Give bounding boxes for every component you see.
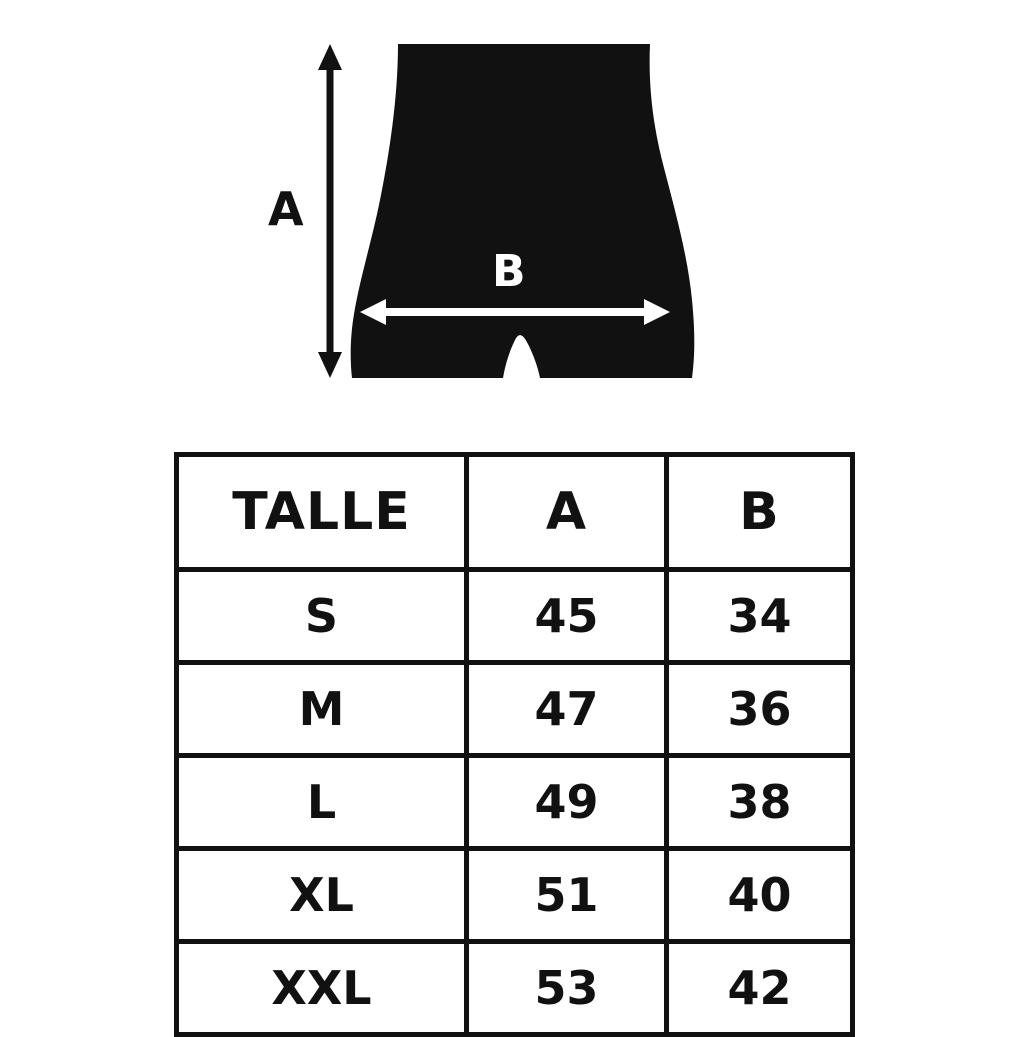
table-row bbox=[177, 663, 853, 756]
dimension-label-b: B bbox=[492, 246, 526, 297]
table-row bbox=[177, 570, 853, 663]
table-row bbox=[177, 756, 853, 849]
dimension-label-a: A bbox=[268, 182, 304, 236]
cell-a: 45 bbox=[467, 570, 667, 663]
measurement-diagram bbox=[0, 0, 1024, 430]
table-row bbox=[177, 849, 853, 942]
cell-b: 36 bbox=[667, 663, 853, 756]
table-header-row bbox=[177, 455, 853, 570]
cell-a: 47 bbox=[467, 663, 667, 756]
cell-b: 42 bbox=[667, 942, 853, 1035]
size-chart bbox=[174, 452, 850, 1037]
cell-size: L bbox=[177, 756, 467, 849]
cell-size: XXL bbox=[177, 942, 467, 1035]
column-header-a: A bbox=[467, 455, 667, 570]
cell-a: 53 bbox=[467, 942, 667, 1035]
cell-size: XL bbox=[177, 849, 467, 942]
cell-b: 40 bbox=[667, 849, 853, 942]
cell-size: S bbox=[177, 570, 467, 663]
cell-a: 49 bbox=[467, 756, 667, 849]
cell-size: M bbox=[177, 663, 467, 756]
shorts-shape bbox=[351, 44, 695, 378]
garment-illustration bbox=[0, 0, 1024, 430]
column-header-b: B bbox=[667, 455, 853, 570]
column-header-talle: TALLE bbox=[177, 455, 467, 570]
cell-a: 51 bbox=[467, 849, 667, 942]
table-row bbox=[177, 942, 853, 1035]
cell-b: 38 bbox=[667, 756, 853, 849]
arrow-vertical-a bbox=[318, 44, 342, 378]
size-table bbox=[174, 452, 855, 1037]
cell-b: 34 bbox=[667, 570, 853, 663]
